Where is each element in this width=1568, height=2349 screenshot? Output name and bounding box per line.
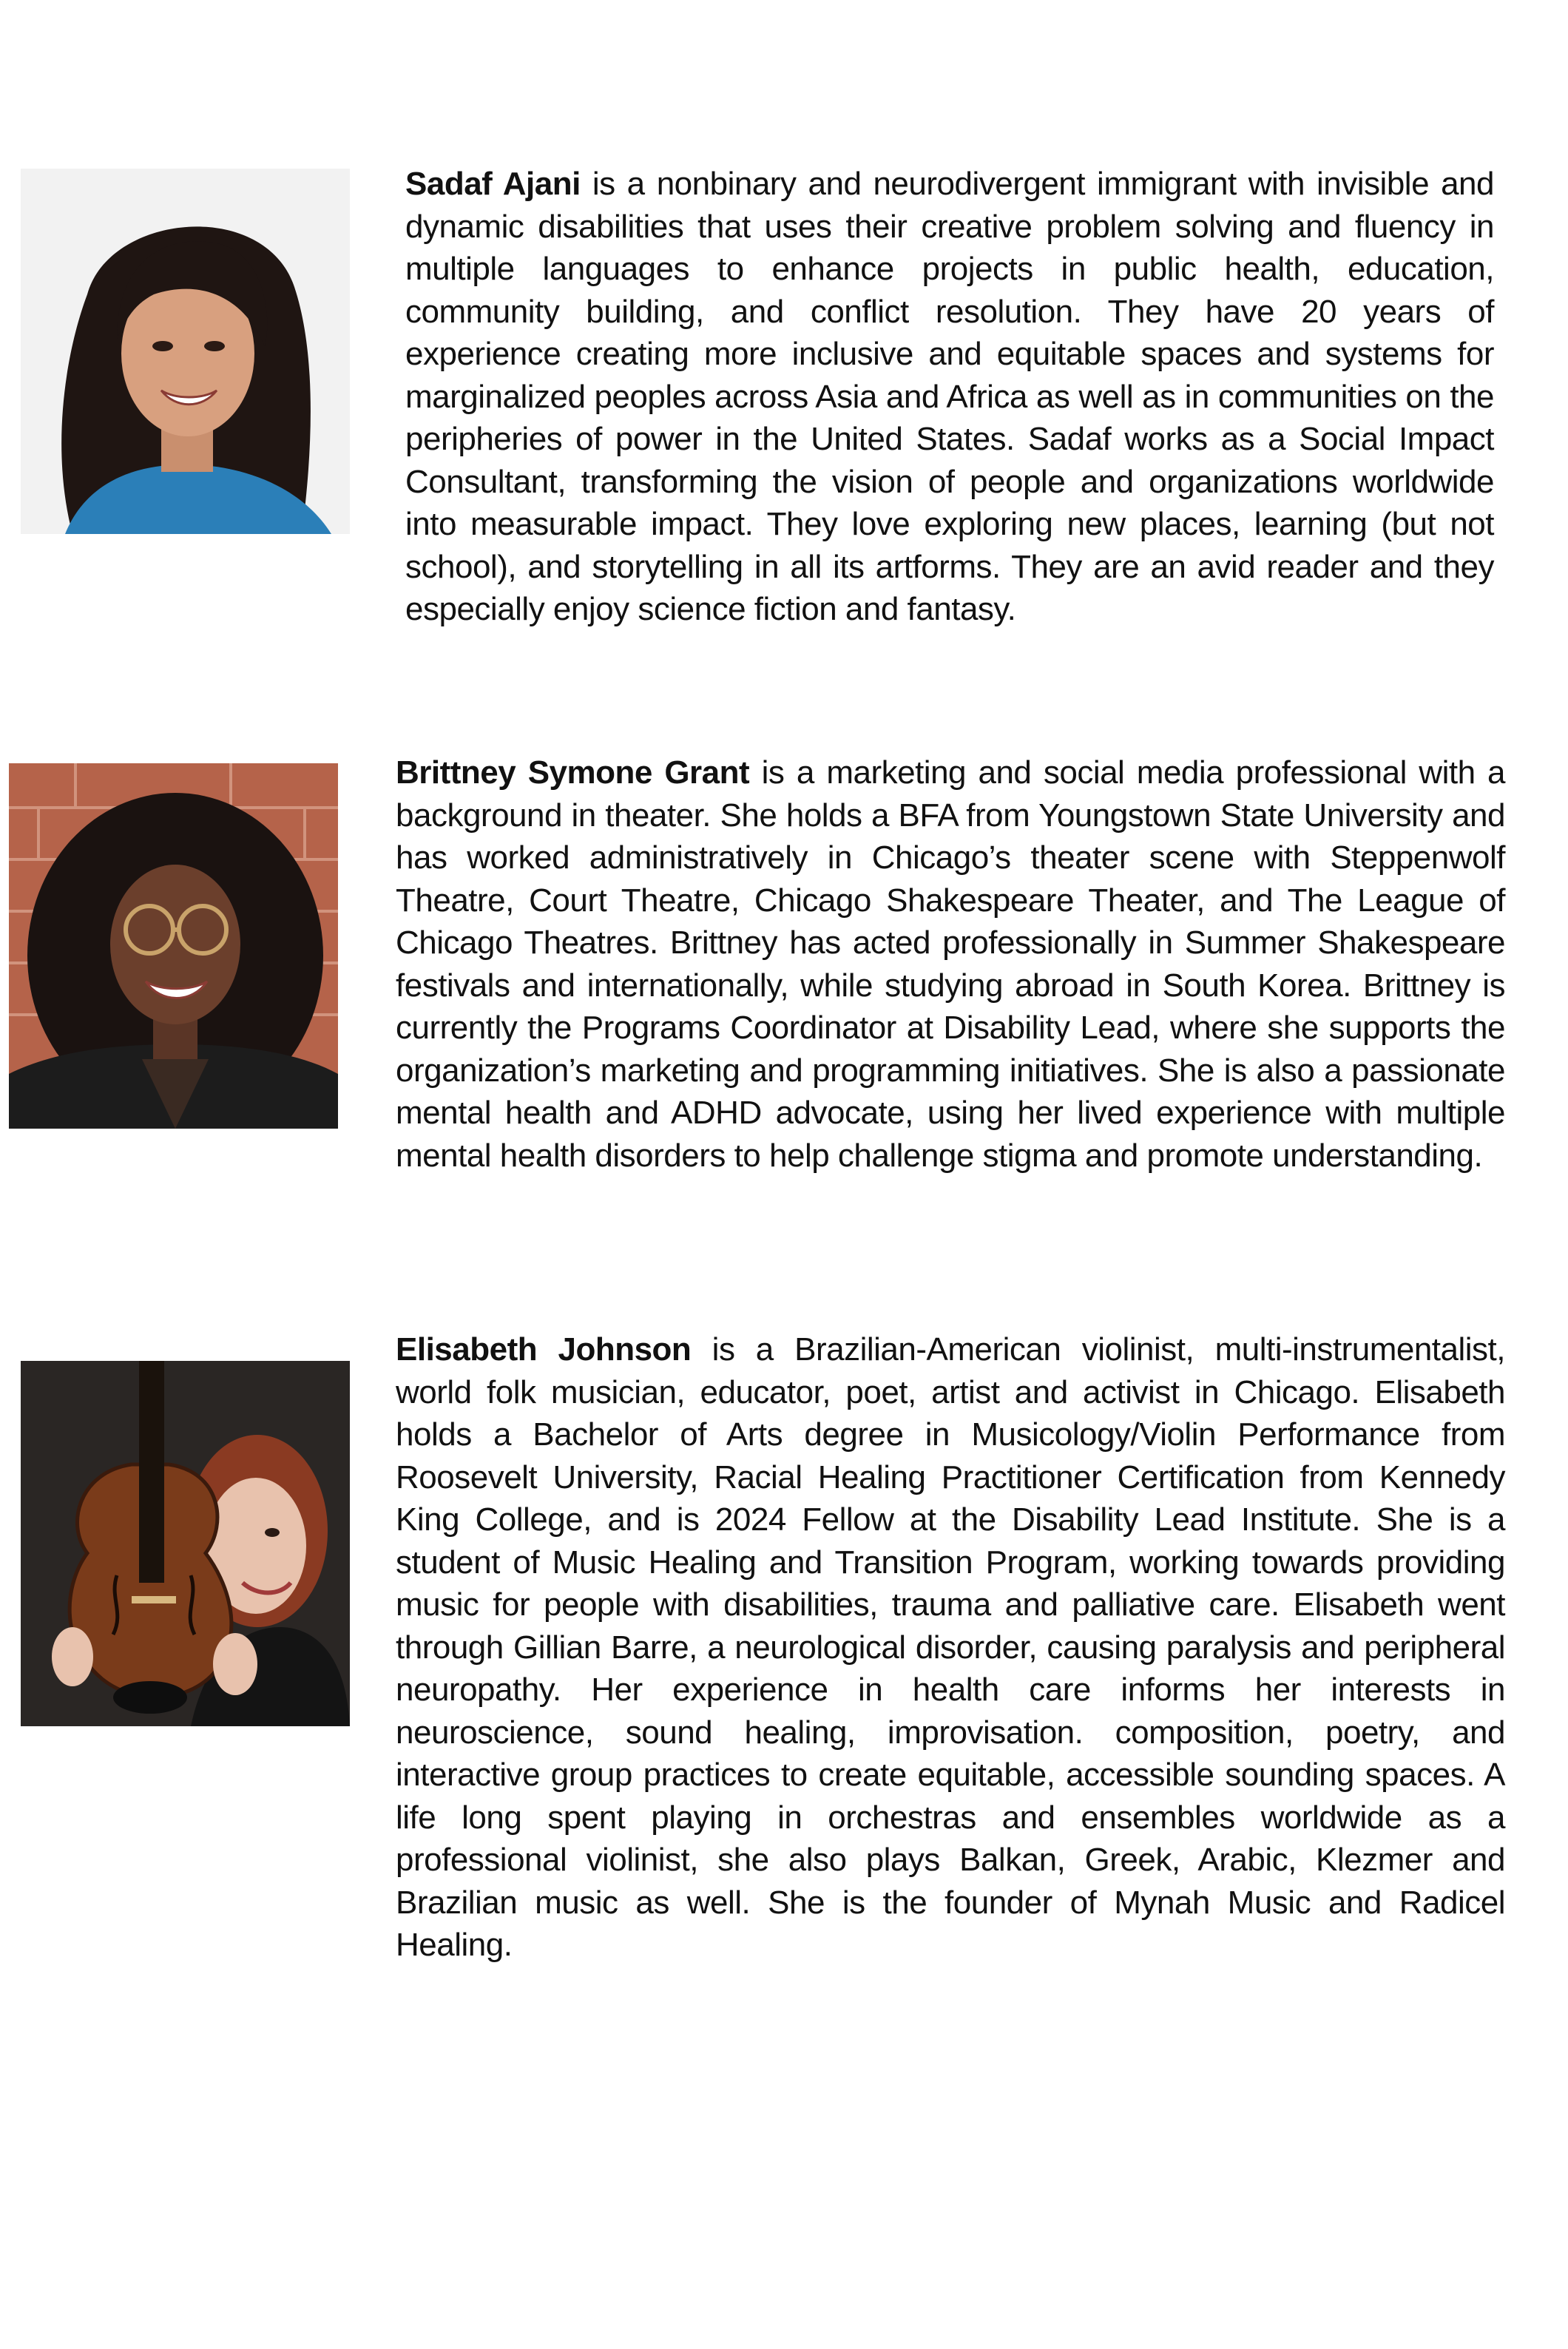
bio-text: is a Brazilian-American violinist, multi-instrumentalist, world folk musician, educator, poet, artist and activist in Chicago. Elisabeth holds a Bachelor of Arts degree in Musicology/Violin Performance from Roosevelt University, Racial Healing Practitioner Certification from Kennedy King College, and is 2024 Fellow at the Disability Lead Institute. She is a student of Music Healing and Transition Program, working towards providing music for people with disabilities, trauma and palliative care. Elisabeth went through Gillian Barre, a neurological disorder, causing paralysis and peripheral neuropathy. Her experience in health care informs her interests in neuroscience, sound healing, improvisation. composition, poetry, and interactive group practices to create equitable, accessible sounding spaces. A life long spent playing in orchestras and ensembles worldwide as a professional violinist, she also plays Balkan, Greek, Arabic, Klezmer and Brazilian music as well. She is the founder of Mynah Music and Radicel Healing. [396, 1331, 1506, 1963]
bio-text: is a marketing and social media professional with a background in theater. She holds a BFA from Youngstown State University and has worked administratively in Chicago’s theater scene with Steppenwolf Theatre, Court Theatre, Chicago Shakespeare Theater, and The League of Chicago Theatres. Brittney has acted professionally in Summer Shakespeare festivals and internationally, while studying abroad in South Korea. Brittney is currently the Programs Coordinator at Disability Lead, where she supports the organization’s marketing and programming initiatives. She is also a passionate mental health and ADHD advocate, using her lived experience with multiple mental health disorders to help challenge stigma and promote understanding. [396, 754, 1505, 1174]
bio-elisabeth-johnson [396, 1328, 1505, 1967]
bio-name: Sadaf Ajani [405, 166, 581, 202]
bio-sadaf-ajani [405, 163, 1494, 631]
brittney-symone-grant-portrait [9, 763, 338, 1129]
sadaf-ajani-portrait [21, 169, 350, 534]
bio-text: is a nonbinary and neurodivergent immigrant with invisible and dynamic disabilities that uses their creative problem solving and fluency in multiple languages to enhance projects in public health, education, community building, and conflict resolution. They have 20 years of experience creating more inclusive and equitable spaces and systems for marginalized peoples across Asia and Africa as well as in communities on the peripheries of power in the United States. Sadaf works as a Social Impact Consultant, transforming the vision of people and organizations worldwide into measurable impact. They love exploring new places, learning (but not school), and storytelling in all its artforms. They are an avid reader and they especially enjoy science fiction and fantasy. [405, 166, 1494, 627]
elisabeth-johnson-portrait [21, 1361, 350, 1726]
bio-name: Elisabeth Johnson [396, 1331, 692, 1368]
bio-brittney-symone-grant [396, 751, 1505, 1177]
bio-name: Brittney Symone Grant [396, 754, 750, 791]
